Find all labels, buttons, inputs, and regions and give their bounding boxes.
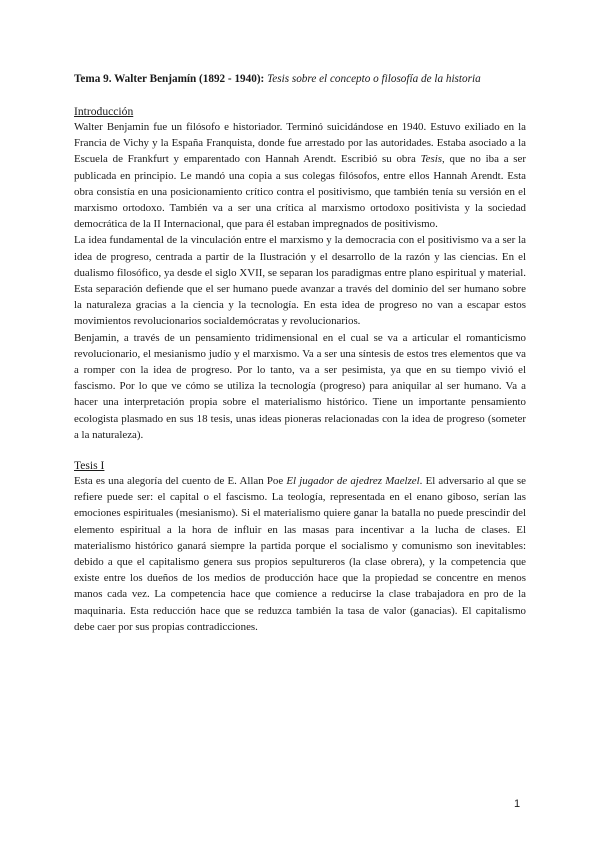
title-bold: Tema 9. Walter Benjamín (1892 - 1940): xyxy=(74,73,265,85)
paragraph-3: Benjamin, a través de un pensamiento tridimensional en el cual se va a articular el romanticismo revolucionario, el mesianismo judío y el marxismo. Va a ser una síntesis de estos tres elementos que va a romper con la idea de progreso. Por lo tanto, va a ser pesimista, ya que en su tiempo vivió el fascismo. Por lo que ve cómo se utiliza la tecnología (progreso) para aniquilar al ser humano. Va a hacer una interpretación propia sobre el materialismo histórico. Tiene un importante pensamiento ecologista plasmado en sus 18 tesis, unas ideas pioneras relacionadas con la idea de progreso (someter a la naturaleza). xyxy=(74,331,526,441)
paragraph-1-emphasis: Tesis xyxy=(420,153,443,166)
paragraph-4 xyxy=(74,473,526,635)
section-heading-tesis-1: Tesis I xyxy=(74,459,105,473)
paragraph-1-text-a: Walter Benjamin fue un filósofo e historiador. Terminó suicidándose en 1940. Estuvo exiliado en la Francia de Vichy y la España Franquista, donde fue arrestado por las autoridades. Estaba asociado a la Escuela de Frankfurt y emparentado con Hannah Arendt. Escribió su obra xyxy=(74,121,526,166)
paragraph-4-emphasis: El jugador de ajedrez Maelzel xyxy=(286,475,420,488)
paragraph-4-text-b: . El adversario al que se refiere puede ser: el capital o el fascismo. La teología, representada en el enano giboso, serían las emociones espirituales (mesianismo). Si el materialismo quiere ganar la batalla no puede prescindir del elemento espiritual a la hora de influir en las masas para incentivar a la lucha de clases. El materialismo histórico ganará siempre la partida porque el socialismo y comunismo son inevitables: debido a que el capitalismo genera sus propios sepultureros (la clase obrera), y la competencia que existe entre los dueños de los medios de producción hace que la propiedad se concentre en menos manos cada vez. La competencia hace que comience a reducirse la clase trabajadora en pro de la maquinaria. Esta reducción hace que se reduzca también la tasa de valor (ganacias). El capitalismo debe caer por sus propias contradicciones. xyxy=(74,475,526,633)
paragraph-2: La idea fundamental de la vinculación entre el marxismo y la democracia con el positivismo va a ser la idea de progreso, centrada a partir de la Ilustración y el desarrollo de la razón y las ciencias. En el dualismo filosófico, ya desde el siglo XVII, se separan los paradigmas entre plano espiritual y material. Esta separación defiende que el ser humano puede avanzar a través del dominio del ser humano sobre la naturaleza gracias a la ciencia y la tecnología. En esta idea de progreso no van a escapar estos movimientos revolucionarios socialdemócratas y revolucionarios. xyxy=(74,234,526,328)
paragraph-4-text-a: Esta es una alegoría del cuento de E. Allan Poe xyxy=(74,475,287,488)
paragraph-1 xyxy=(74,119,526,232)
page-number: 1 xyxy=(514,798,521,810)
section-heading-introduccion: Introducción xyxy=(74,105,134,118)
document-title xyxy=(74,72,526,86)
paragraph-1-text-b: , que no iba a ser publicada en principio. Le mandó una copia a sus colegas filósofos, entre ellos Hannah Arendt. Esta obra consistía en una posicionamiento crítico contra el positivismo, que también tenía su versión en el marxismo ortodoxo. También va a ser una crítica al marxismo ortodoxo positivista y la sociedad democrática de la II Internacional, que para él estaban impregnados de positivismo. xyxy=(74,153,526,231)
title-italic: Tesis sobre el concepto o filosofía de la historia xyxy=(267,73,481,85)
page-content xyxy=(74,72,526,635)
